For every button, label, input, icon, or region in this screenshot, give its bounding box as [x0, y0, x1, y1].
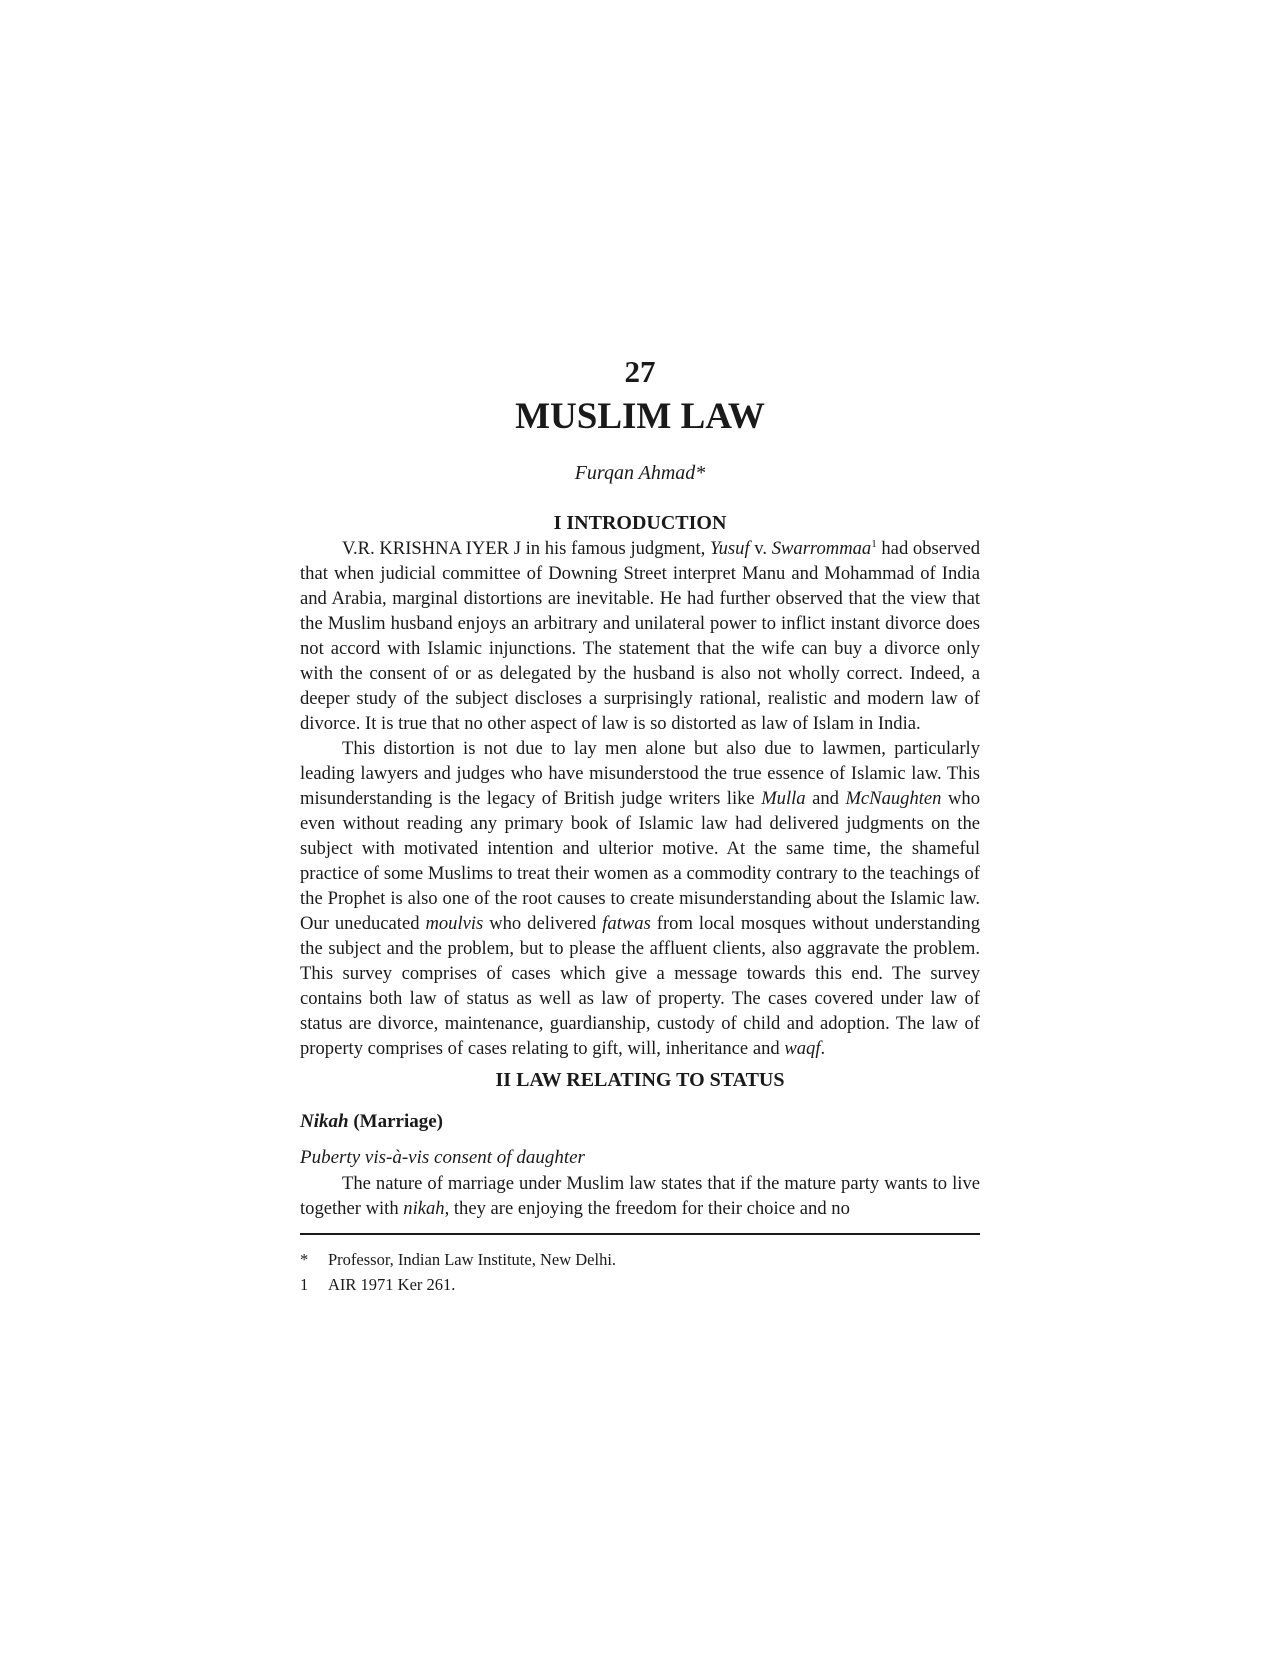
paragraph-intro-1 [300, 536, 980, 736]
section-heading-introduction: I INTRODUCTION [553, 512, 727, 534]
author-footnote-marker: * [695, 462, 706, 484]
case-name-italic: Yusuf [710, 538, 750, 559]
subheading-rest: (Marriage) [348, 1111, 443, 1132]
text-run: had observed that when judicial committee of Downing Street interpret Manu and Mohammad of India and Arabia, marginal distortions are inevitable. He had further observed that the view that the Muslim husband enjoys an arbitrary and unilateral power to inflict instant divorce does not accord with Islamic injunctions. The statement that the wife can buy a divorce only with the consent of or as delegated by the husband is also not wholly correct. Indeed, a deeper study of the subject discloses a surprisingly rational, realistic and modern law of divorce. It is true that no other aspect of law is so distorted as law of Islam in India. [300, 538, 981, 734]
italic-term: McNaughten [845, 788, 942, 809]
chapter-number: 27 [624, 354, 656, 389]
italic-term: Mulla [761, 788, 806, 809]
footnote-text: AIR 1971 Ker 261. [328, 1275, 456, 1294]
italic-term: nikah [403, 1198, 445, 1219]
subheading-italic: Nikah [300, 1111, 349, 1132]
paragraph-intro-2 [300, 736, 980, 1061]
text-run: . [820, 1038, 826, 1059]
text-run: , they are enjoying the freedom for their choice and no [444, 1198, 850, 1219]
footnote [300, 1247, 980, 1272]
italic-term: waqf [784, 1038, 821, 1059]
italic-term: moulvis [425, 913, 484, 934]
text-run: This distortion is not due to lay men alone but also due to lawmen, particularly leading lawyers and judges who have misunderstood the true essence of Islamic law. This misunderstanding is the legacy of British judge writers like [300, 738, 980, 809]
footnote-marker: 1 [300, 1275, 309, 1294]
section-heading-status: II LAW RELATING TO STATUS [495, 1069, 785, 1091]
document-page [300, 352, 980, 1297]
footnote-text: Professor, Indian Law Institute, New Delhi. [328, 1250, 617, 1269]
author-line [300, 460, 980, 486]
footnote-divider [300, 1233, 980, 1235]
subsubheading-puberty: Puberty vis-à-vis consent of daughter [300, 1147, 585, 1168]
italic-term: fatwas [602, 913, 651, 934]
footnote [300, 1272, 980, 1297]
footnote-reference: 1 [871, 537, 877, 550]
text-run: V.R. KRISHNA IYER J in his famous judgment, [342, 538, 710, 559]
footnote-marker: * [300, 1250, 309, 1269]
text-run: The nature of marriage under Muslim law states that if the mature party wants to live together with [300, 1173, 980, 1219]
text-run: from local mosques without understanding the subject and the problem, but to please the affluent clients, also aggravate the problem. This survey comprises of cases which give a message towards this end. The survey contains both law of status as well as law of property. The cases covered under law of status are divorce, maintenance, guardianship, custody of child and adoption. The law of property comprises of cases relating to gift, will, inheritance and [300, 913, 980, 1059]
text-run: who even without reading any primary book of Islamic law had delivered judgments on the subject with motivated intention and ulterior motive. At the same time, the shameful practice of some Muslims to treat their women as a commodity contrary to the teachings of the Prophet is also one of the root causes to create misunderstanding about the Islamic law. Our uneducated [300, 788, 980, 934]
text-run: v. [749, 538, 772, 559]
case-name-italic: Swarrommaa [771, 538, 872, 559]
text-run: who delivered [483, 913, 603, 934]
chapter-title: MUSLIM LAW [515, 396, 765, 437]
subheading-nikah [300, 1109, 980, 1135]
text-run: and [805, 788, 846, 809]
footnotes [300, 1247, 980, 1297]
paragraph-marriage [300, 1171, 980, 1221]
author-name: Furqan Ahmad [574, 462, 696, 484]
